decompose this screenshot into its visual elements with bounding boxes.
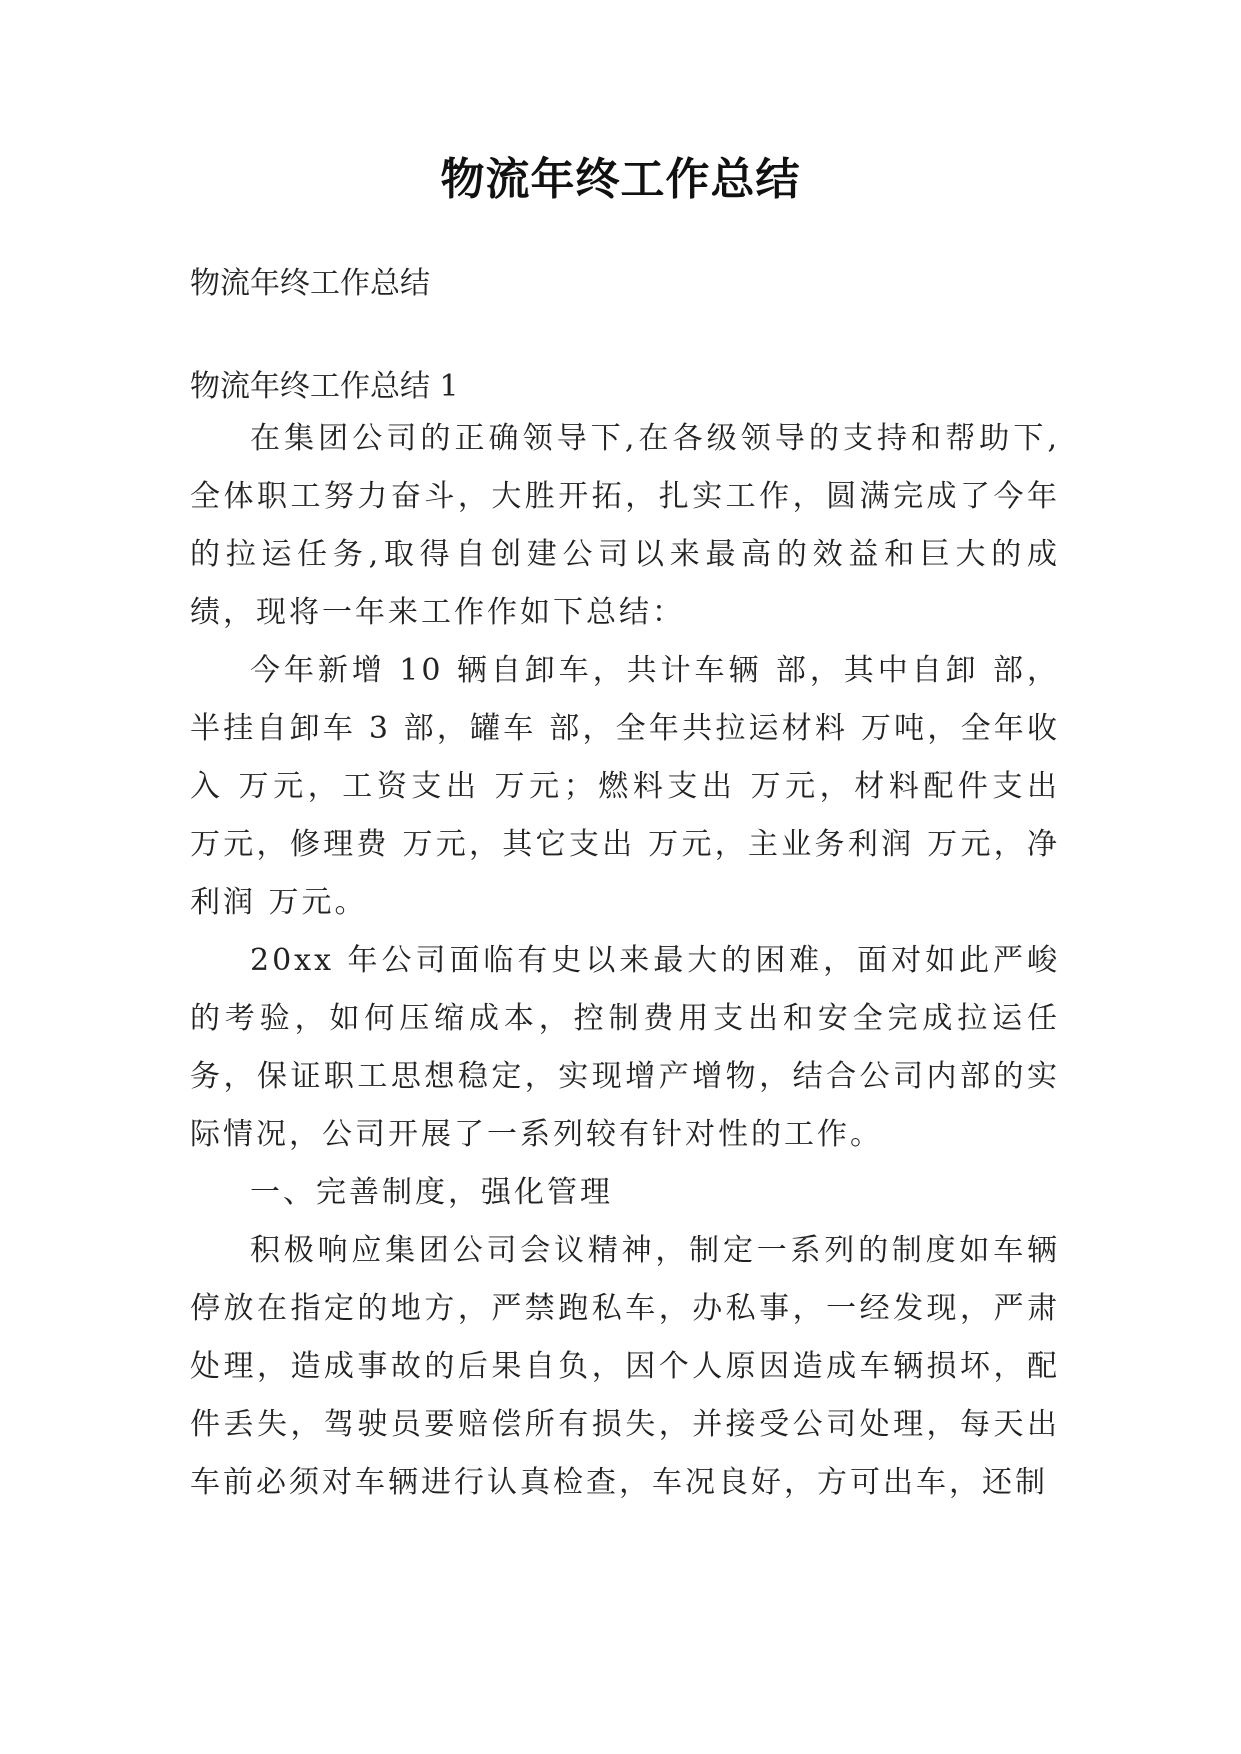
paragraph-rules: 积极响应集团公司会议精神，制定一系列的制度如车辆停放在指定的地方，严禁跑私车，办私事，一经发现，严肃处理，造成事故的后果自负，因个人原因造成车辆损坏，配件丢失，驾驶员要赔偿所有损失，并接受公司处理，每天出车前必须对车辆进行认真检查，车况良好，方可出车，还制 (190, 1233, 1060, 1500)
paragraph-intro: 在集团公司的正确领导下,在各级领导的支持和帮助下,全体职工努力奋斗，大胜开拓，扎实工作，圆满完成了今年的拉运任务,取得自创建公司以来最高的效益和巨大的成绩，现将一年来工作作如下总结： (190, 421, 1060, 630)
paragraph-challenges: 20xx 年公司面临有史以来最大的困难，面对如此严峻的考验，如何压缩成本，控制费用支出和安全完成拉运任务，保证职工思想稳定，实现增产增物，结合公司内部的实际情况，公司开展了一系列较有针对性的工作。 (190, 943, 1060, 1152)
document-body (190, 410, 1060, 1512)
document-title: 物流年终工作总结 (440, 154, 801, 205)
paragraph-heading-1: 一、完善制度，强化管理 (250, 1175, 613, 1210)
section-heading: 物流年终工作总结 1 (190, 369, 459, 404)
document-subtitle: 物流年终工作总结 (190, 266, 430, 301)
paragraph-statistics: 今年新增 10 辆自卸车，共计车辆 部，其中自卸 部，半挂自卸车 3 部，罐车 部，全年共拉运材料 万吨，全年收入 万元，工资支出 万元；燃料支出 万元，材料配件支出 万元，修理费 万元，其它支出 万元，主业务利润 万元，净利润 万元。 (190, 653, 1060, 920)
